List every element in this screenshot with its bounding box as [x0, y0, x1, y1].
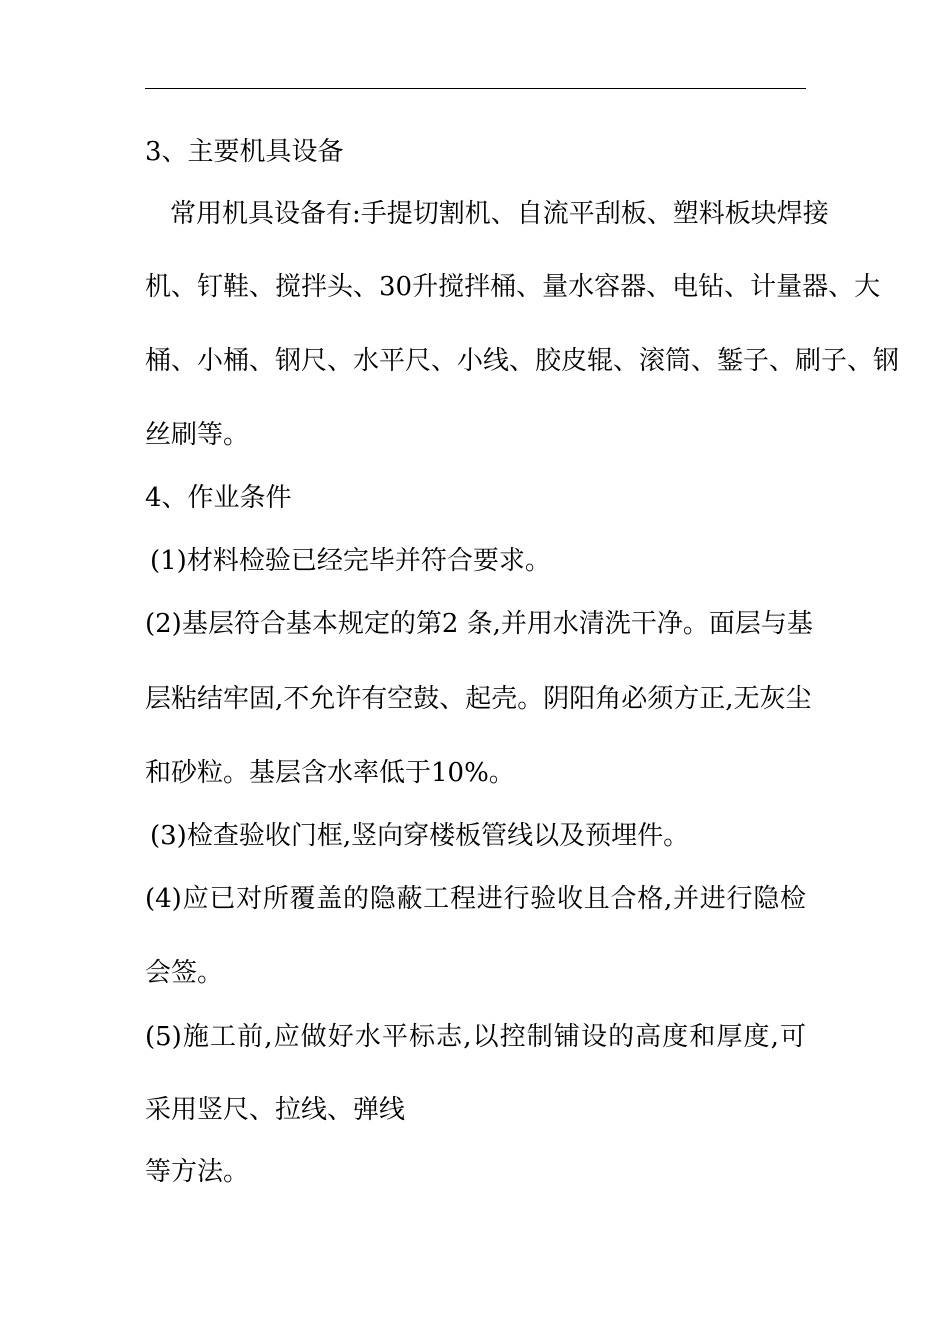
paragraph-line: 丝刷等。	[145, 420, 250, 450]
paragraph-line: 桶、小桶、钢尺、水平尺、小线、胶皮辊、滚筒、錾子、刷子、钢	[145, 346, 900, 376]
list-item: (4)应已对所覆盖的隐蔽工程进行验收且合格,并进行隐检	[145, 884, 806, 914]
list-item: (5)施工前,应做好水平标志,以控制铺设的高度和厚度,可	[145, 1022, 806, 1052]
section-heading-equipment: 3、主要机具设备	[145, 137, 344, 167]
section-heading-conditions: 4、作业条件	[145, 483, 292, 513]
paragraph-line: 等方法。	[145, 1157, 250, 1187]
paragraph-line: 机、钉鞋、搅拌头、30升搅拌桶、量水容器、电钻、计量器、大	[145, 272, 881, 302]
paragraph-line: 采用竖尺、拉线、弹线	[145, 1095, 406, 1125]
paragraph-line: 和砂粒。基层含水率低于10%。	[145, 758, 515, 788]
list-item: (2)基层符合基本规定的第2 条,并用水清洗干净。面层与基	[145, 609, 813, 639]
header-rule	[145, 88, 806, 89]
paragraph-line: 常用机具设备有:手提切割机、自流平刮板、塑料板块焊接	[170, 199, 829, 229]
list-item: (1)材料检验已经完毕并符合要求。	[150, 546, 551, 576]
paragraph-line: 会签。	[145, 958, 224, 988]
paragraph-line: 层粘结牢固,不允许有空鼓、起壳。阴阳角必须方正,无灰尘	[145, 684, 812, 714]
list-item: (3)检查验收门框,竖向穿楼板管线以及预埋件。	[150, 821, 690, 851]
